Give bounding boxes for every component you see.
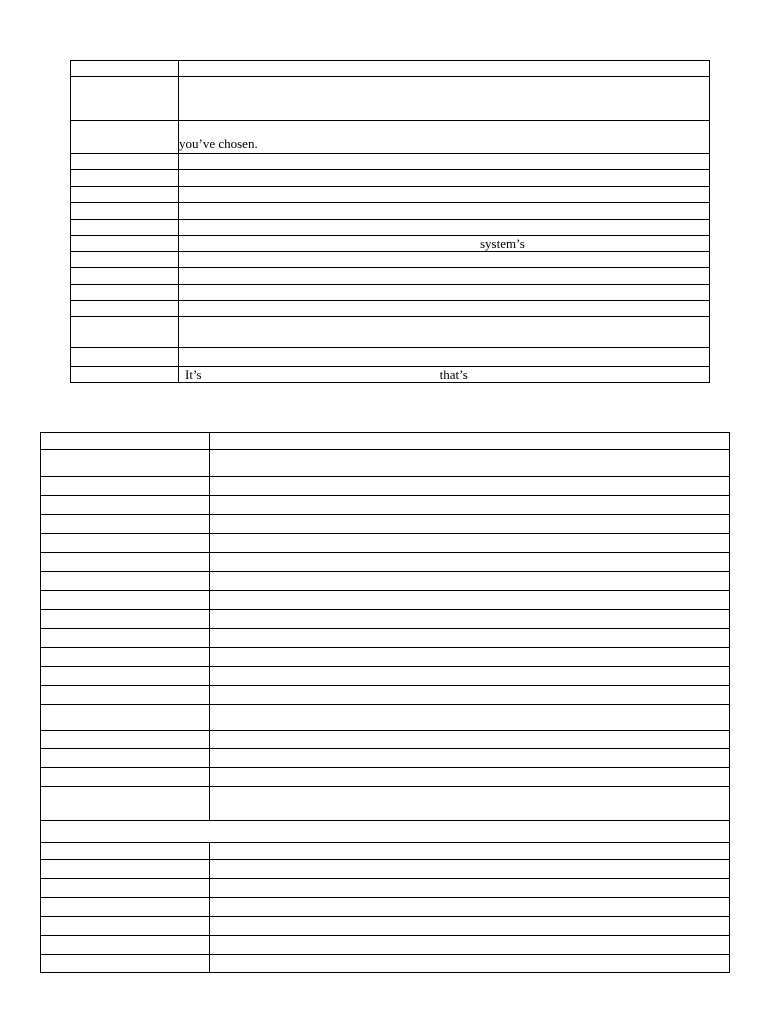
cell	[71, 187, 179, 203]
cell	[71, 268, 179, 285]
cell	[210, 450, 730, 477]
cell	[41, 433, 210, 450]
cell	[41, 477, 210, 496]
table-row	[41, 843, 730, 860]
cell	[210, 917, 730, 936]
cell	[41, 843, 210, 860]
cell	[71, 170, 179, 187]
cell	[41, 731, 210, 749]
cell	[41, 515, 210, 534]
cell	[71, 285, 179, 301]
cell	[71, 367, 179, 383]
cell	[179, 317, 710, 348]
table-row	[71, 77, 710, 121]
table-row	[41, 898, 730, 917]
cell	[71, 317, 179, 348]
cell	[179, 187, 710, 203]
cell	[41, 572, 210, 591]
cell	[210, 955, 730, 973]
table-row	[71, 268, 710, 285]
cell	[179, 170, 710, 187]
cell	[71, 154, 179, 170]
cell	[210, 936, 730, 955]
cell	[210, 860, 730, 879]
cell	[210, 591, 730, 610]
table-row	[41, 705, 730, 731]
cell	[41, 591, 210, 610]
table-row	[41, 768, 730, 787]
cell	[210, 843, 730, 860]
cell	[179, 121, 710, 154]
cell	[179, 285, 710, 301]
cell	[210, 686, 730, 705]
table-row	[41, 572, 730, 591]
table-row	[71, 121, 710, 154]
table-row	[41, 955, 730, 973]
cell	[210, 629, 730, 648]
cell	[179, 77, 710, 121]
cell	[41, 450, 210, 477]
table-row	[41, 787, 730, 821]
cell	[41, 917, 210, 936]
table-row	[71, 154, 710, 170]
table-row	[41, 879, 730, 898]
table-row	[71, 203, 710, 220]
table-row	[41, 433, 730, 450]
table-row	[41, 450, 730, 477]
cell-text: system’s	[480, 236, 525, 251]
cell	[71, 348, 179, 367]
cell	[71, 77, 179, 121]
table-row	[41, 553, 730, 572]
cell	[71, 301, 179, 317]
cell	[179, 220, 710, 236]
cell	[210, 749, 730, 768]
cell	[41, 629, 210, 648]
cell	[41, 955, 210, 973]
cell	[41, 534, 210, 553]
cell	[71, 61, 179, 77]
table-row	[71, 252, 710, 268]
cell	[71, 252, 179, 268]
cell	[41, 879, 210, 898]
table-row	[41, 917, 730, 936]
table-row	[71, 301, 710, 317]
table-row	[41, 534, 730, 553]
cell	[41, 768, 210, 787]
table-row	[71, 367, 710, 383]
cell	[179, 61, 710, 77]
cell	[210, 515, 730, 534]
cell	[210, 648, 730, 667]
cell	[71, 203, 179, 220]
table-row	[41, 629, 730, 648]
table-row	[41, 731, 730, 749]
cell	[210, 496, 730, 515]
cell	[179, 268, 710, 285]
cell	[71, 220, 179, 236]
table-row	[41, 591, 730, 610]
table-row	[71, 61, 710, 77]
cell	[210, 534, 730, 553]
cell	[41, 667, 210, 686]
cell	[210, 879, 730, 898]
cell	[71, 121, 179, 154]
table-row	[41, 860, 730, 879]
cell	[210, 610, 730, 629]
cell	[179, 203, 710, 220]
cell	[41, 705, 210, 731]
cell	[179, 301, 710, 317]
table-row	[41, 496, 730, 515]
cell	[210, 433, 730, 450]
cell	[210, 768, 730, 787]
cell	[210, 667, 730, 686]
table-row	[41, 667, 730, 686]
table-row	[71, 348, 710, 367]
cell	[210, 898, 730, 917]
table-row	[41, 648, 730, 667]
table-row	[41, 686, 730, 705]
cell	[210, 477, 730, 496]
cell	[179, 348, 710, 367]
table-2	[40, 432, 730, 973]
table-row	[71, 170, 710, 187]
cell	[41, 553, 210, 572]
cell	[41, 860, 210, 879]
table-row	[71, 317, 710, 348]
cell	[179, 154, 710, 170]
table-row	[41, 749, 730, 768]
cell-text: that’s	[439, 367, 468, 382]
table-row	[71, 236, 710, 252]
table-row	[41, 515, 730, 534]
cell	[210, 705, 730, 731]
table-row	[41, 936, 730, 955]
table-row	[41, 610, 730, 629]
table-row	[41, 477, 730, 496]
cell	[179, 367, 710, 383]
cell	[179, 236, 710, 252]
cell	[41, 686, 210, 705]
cell-text: It’s	[185, 367, 202, 382]
cell	[71, 236, 179, 252]
cell	[41, 648, 210, 667]
cell	[210, 731, 730, 749]
cell	[41, 936, 210, 955]
cell	[41, 749, 210, 768]
cell	[41, 496, 210, 515]
cell	[41, 898, 210, 917]
cell	[210, 787, 730, 821]
cell	[210, 553, 730, 572]
cell	[41, 787, 210, 821]
table-row	[71, 285, 710, 301]
table-row	[41, 821, 730, 843]
section-cell	[41, 821, 730, 843]
table-row	[71, 220, 710, 236]
table-1	[70, 60, 710, 383]
cell-text: you’ve chosen.	[179, 136, 258, 151]
cell	[41, 610, 210, 629]
cell	[179, 252, 710, 268]
table-row	[71, 187, 710, 203]
cell	[210, 572, 730, 591]
